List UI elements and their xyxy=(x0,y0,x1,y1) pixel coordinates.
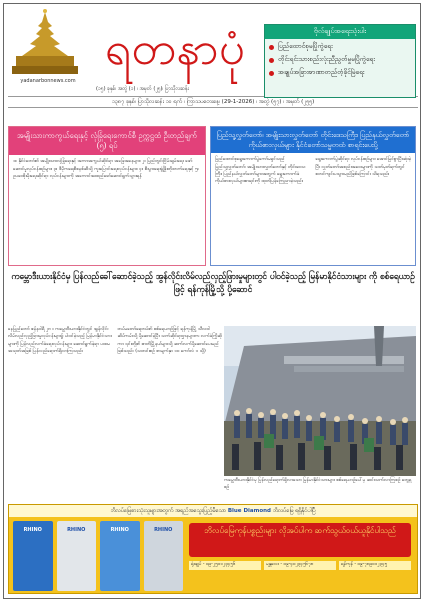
left-article-body: ၁။ နိုင်ငံတော်၏ အမျိုးသားလုံခြုံရေးနှင့် အကာအကွယ်ဆိုင်ရာ အခြေအနေများ၊ ၂။ ပြည်တွင်းငြိမ်းချမ်းရေး ဖော်ဆောင်မှုလုပ်ငန်းစဉ်များ၊ ၃။ ဒီမိုကရေစီစနစ်ဆီသို့ ကူးပြောင်းရေးလုပ်ငန်းများ၊ ၄။ စီးပွားရေးဖွံ့ဖြိုးတိုးတက်ရေးနှင့် ၅။ ဥပဒေစိုးမိုးရေးဆိုင်ရာ လုပ်ငန်းများကို အကောင်အထည်ဖော်ဆောင်ရွက်သွားရန် xyxy=(13,159,199,179)
cement-bag-image: RHINO xyxy=(144,521,184,591)
bullet-icon xyxy=(269,71,274,76)
ad-brand: Blue Diamond xyxy=(227,508,271,514)
bullet-icon xyxy=(269,58,274,63)
cement-bag-image: RHINO xyxy=(13,521,53,591)
main-story-body xyxy=(8,326,222,478)
newspaper-nameplate: ရတနာပုံ xyxy=(104,21,246,75)
right-article-column: ရွေးကောက်ပွဲဆိုင်ရာ လုပ်ငန်းစဉ်များ အောင်မြင်စွာပြီးဆုံးခဲ့ပြီး လွှတ်တော်အစည်းအဝေးများကို သတ်မှတ်ရက်တွင် စတင်ကျင်းပသွားမည်ဖြစ်ကြောင်း သိရသည်။ xyxy=(315,157,412,177)
ad-contact: မန္တလေး - ၀၉-၄၀၂၃၄၅၆၇၈ xyxy=(264,561,336,570)
ad-contact: ရန်ကုန် - ၀၉-၇၈၉၀၁၂၃၄၅ xyxy=(339,561,411,570)
ad-top-line: ဘိလပ်မြေစားသုံးသူများအတွက် အရည်အသွေးပြည့်မီသော Blue Diamond ဘိလပ်မြေ ရရှိနိုင်ပါပြီ xyxy=(9,505,417,517)
right-article xyxy=(210,126,416,266)
cement-bag-image: RHINO xyxy=(57,521,97,591)
dateline: ၁၃၈၇ ခုနှစ်၊ ပြာသိုလဆန်း ၁၀ ရက် ၊ ကြာသပတေးနေ့၊ (29-1-2026) ၊ အတွဲ (၅၇) ၊ အမှတ် (၂၅၅) xyxy=(8,96,418,108)
masthead xyxy=(8,8,258,96)
news-photo-ship-arrival xyxy=(224,326,416,476)
cement-advertisement xyxy=(8,504,418,594)
motto-item: အချုပ်အခြာအာဏာတည်တံ့ခိုင်မြဲရေး xyxy=(269,68,411,78)
left-article-headline: အမျိုးသားကာကွယ်ရေးနှင့် လုံခြုံရေးကောင်စီ ဥက္ကဋ္ဌထံ ဦးတည်ချက် (၅) ရပ် xyxy=(9,127,205,155)
left-article xyxy=(8,126,206,266)
ad-contact: ရုံးချုပ် - ၀၉-၂၅၀၁၂၃၄၅၆ xyxy=(189,561,261,570)
ad-slogan: ဘိလပ်မြေကုန်ပစ္စည်းများ လိုအပ်ပါက ဆက်သွယ်ဝယ်ယူနိုင်ပါသည် xyxy=(189,523,411,557)
motto-box xyxy=(264,24,416,98)
bullet-icon xyxy=(269,45,274,50)
right-article-column: ပြည်ထောင်စုရွေးကောက်ပွဲကော်မရှင်သည် ပြည်သူ့လွှတ်တော်၊ အမျိုးသားလွှတ်တော်နှင့် တိုင်းဒေသကြီး၊ ပြည်နယ်လွှတ်တော်များအတွက် ရွေးကောက်ခံကိုယ်စားလှယ်များစာရင်းကို ထုတ်ပြန်ကြေညာခဲ့သည်။ xyxy=(215,157,306,185)
motto-item: တိုင်းရင်းသားစည်းလုံးညီညွတ်မှုမပြိုကွဲရေး xyxy=(269,55,411,65)
cement-bags xyxy=(13,521,183,591)
website-url[interactable]: yadanarbonnews.com xyxy=(20,78,76,84)
main-story-column: နေပြည်တော် ဇန်နဝါရီ ၂၈ ။ ကမ္ဘောဒီးယားနိုင်ငံတွင် အွန်လိုင်းလိမ်လည်လှည့်ဖြားမှုလုပ်ငန်းများ၌ ပါဝင်ခဲ့သည့် မြန်မာနိုင်ငံသားများကို ပြန်လည်လက်ခံရေးလုပ်ငန်းများ ဆောင်ရွက်ခဲ့ရာ ပထမအသုတ်အဖြစ် ပြန်လည်ရောက်ရှိလာကြသည်။ xyxy=(8,327,112,355)
main-story-column: တပ်မတော်ရေတပ်၏ စစ်ရေယာဉ်ဖြင့် ရန်ကုန်မြို့ သီလဝါဆိပ်ကမ်းသို့ ပို့ဆောင်ခဲ့ပြီး သက်ဆိုင်ရာဌာနများက လက်ခံကြိုဆိုကာ ၎င်းတို့၏ ဇာတိမြို့နယ်များသို့ ဆက်လက်ပို့ဆောင်ပေးမည်ဖြစ်သည်။ (သတင်းစဉ် စာမျက်နှာ ၁၀ ကော်လံ ၁ သို့) xyxy=(117,327,222,355)
motto-box-title: ဗိုလ်ချုပ်အရေးသုံးပါး xyxy=(265,25,415,39)
issue-info-line: (၁၅) ခုနှစ်၊ အတွဲ (၁) ၊ အမှတ် (၂၅)၊ ပြာသိုလဆန်း xyxy=(96,86,189,92)
photo-caption: ကမ္ဘောဒီးယားနိုင်ငံမှ ပြန်လည်ရောက်ရှိလာသော မြန်မာနိုင်ငံသားများ စစ်ရေယာဉ်ပေါ်မှ ဆင်းသက်လာကြစဉ် တွေ့ရစဉ် xyxy=(224,478,412,490)
ad-contacts xyxy=(189,561,411,570)
motto-item: ပြည်ထောင်စုမပြိုကွဲရေး xyxy=(269,42,411,52)
cement-bag-image: RHINO xyxy=(100,521,140,591)
main-story-headline: ကမ္ဘောဒီးယားနိုင်ငံမှ ပြန်လည်ခေါ်ဆောင်ခဲ့သည့် အွန်လိုင်းလိမ်လည်လှည့်ဖြားမှုများတွင် ပါဝင်ခဲ့သည့် မြန်မာနိုင်ငံသားများ ကို စစ်ရေယာဉ်ဖြင့် ရန်ကုန်မြို့သို့ ပို့ဆောင် xyxy=(11,271,415,294)
newspaper-front-page xyxy=(3,3,421,599)
pagoda-emblem-icon xyxy=(8,8,82,80)
right-article-headline: ပြည်သူ့လွှတ်တော်၊ အမျိုးသားလွှတ်တော် တိုင်းဒေသကြီး၊ ပြည်နယ်လွှတ်တော်ကိုယ်စားလှယ်များ နိုင်ငံတော်သမ္မတထံ စာရင်းပေးပို့ xyxy=(211,127,415,153)
